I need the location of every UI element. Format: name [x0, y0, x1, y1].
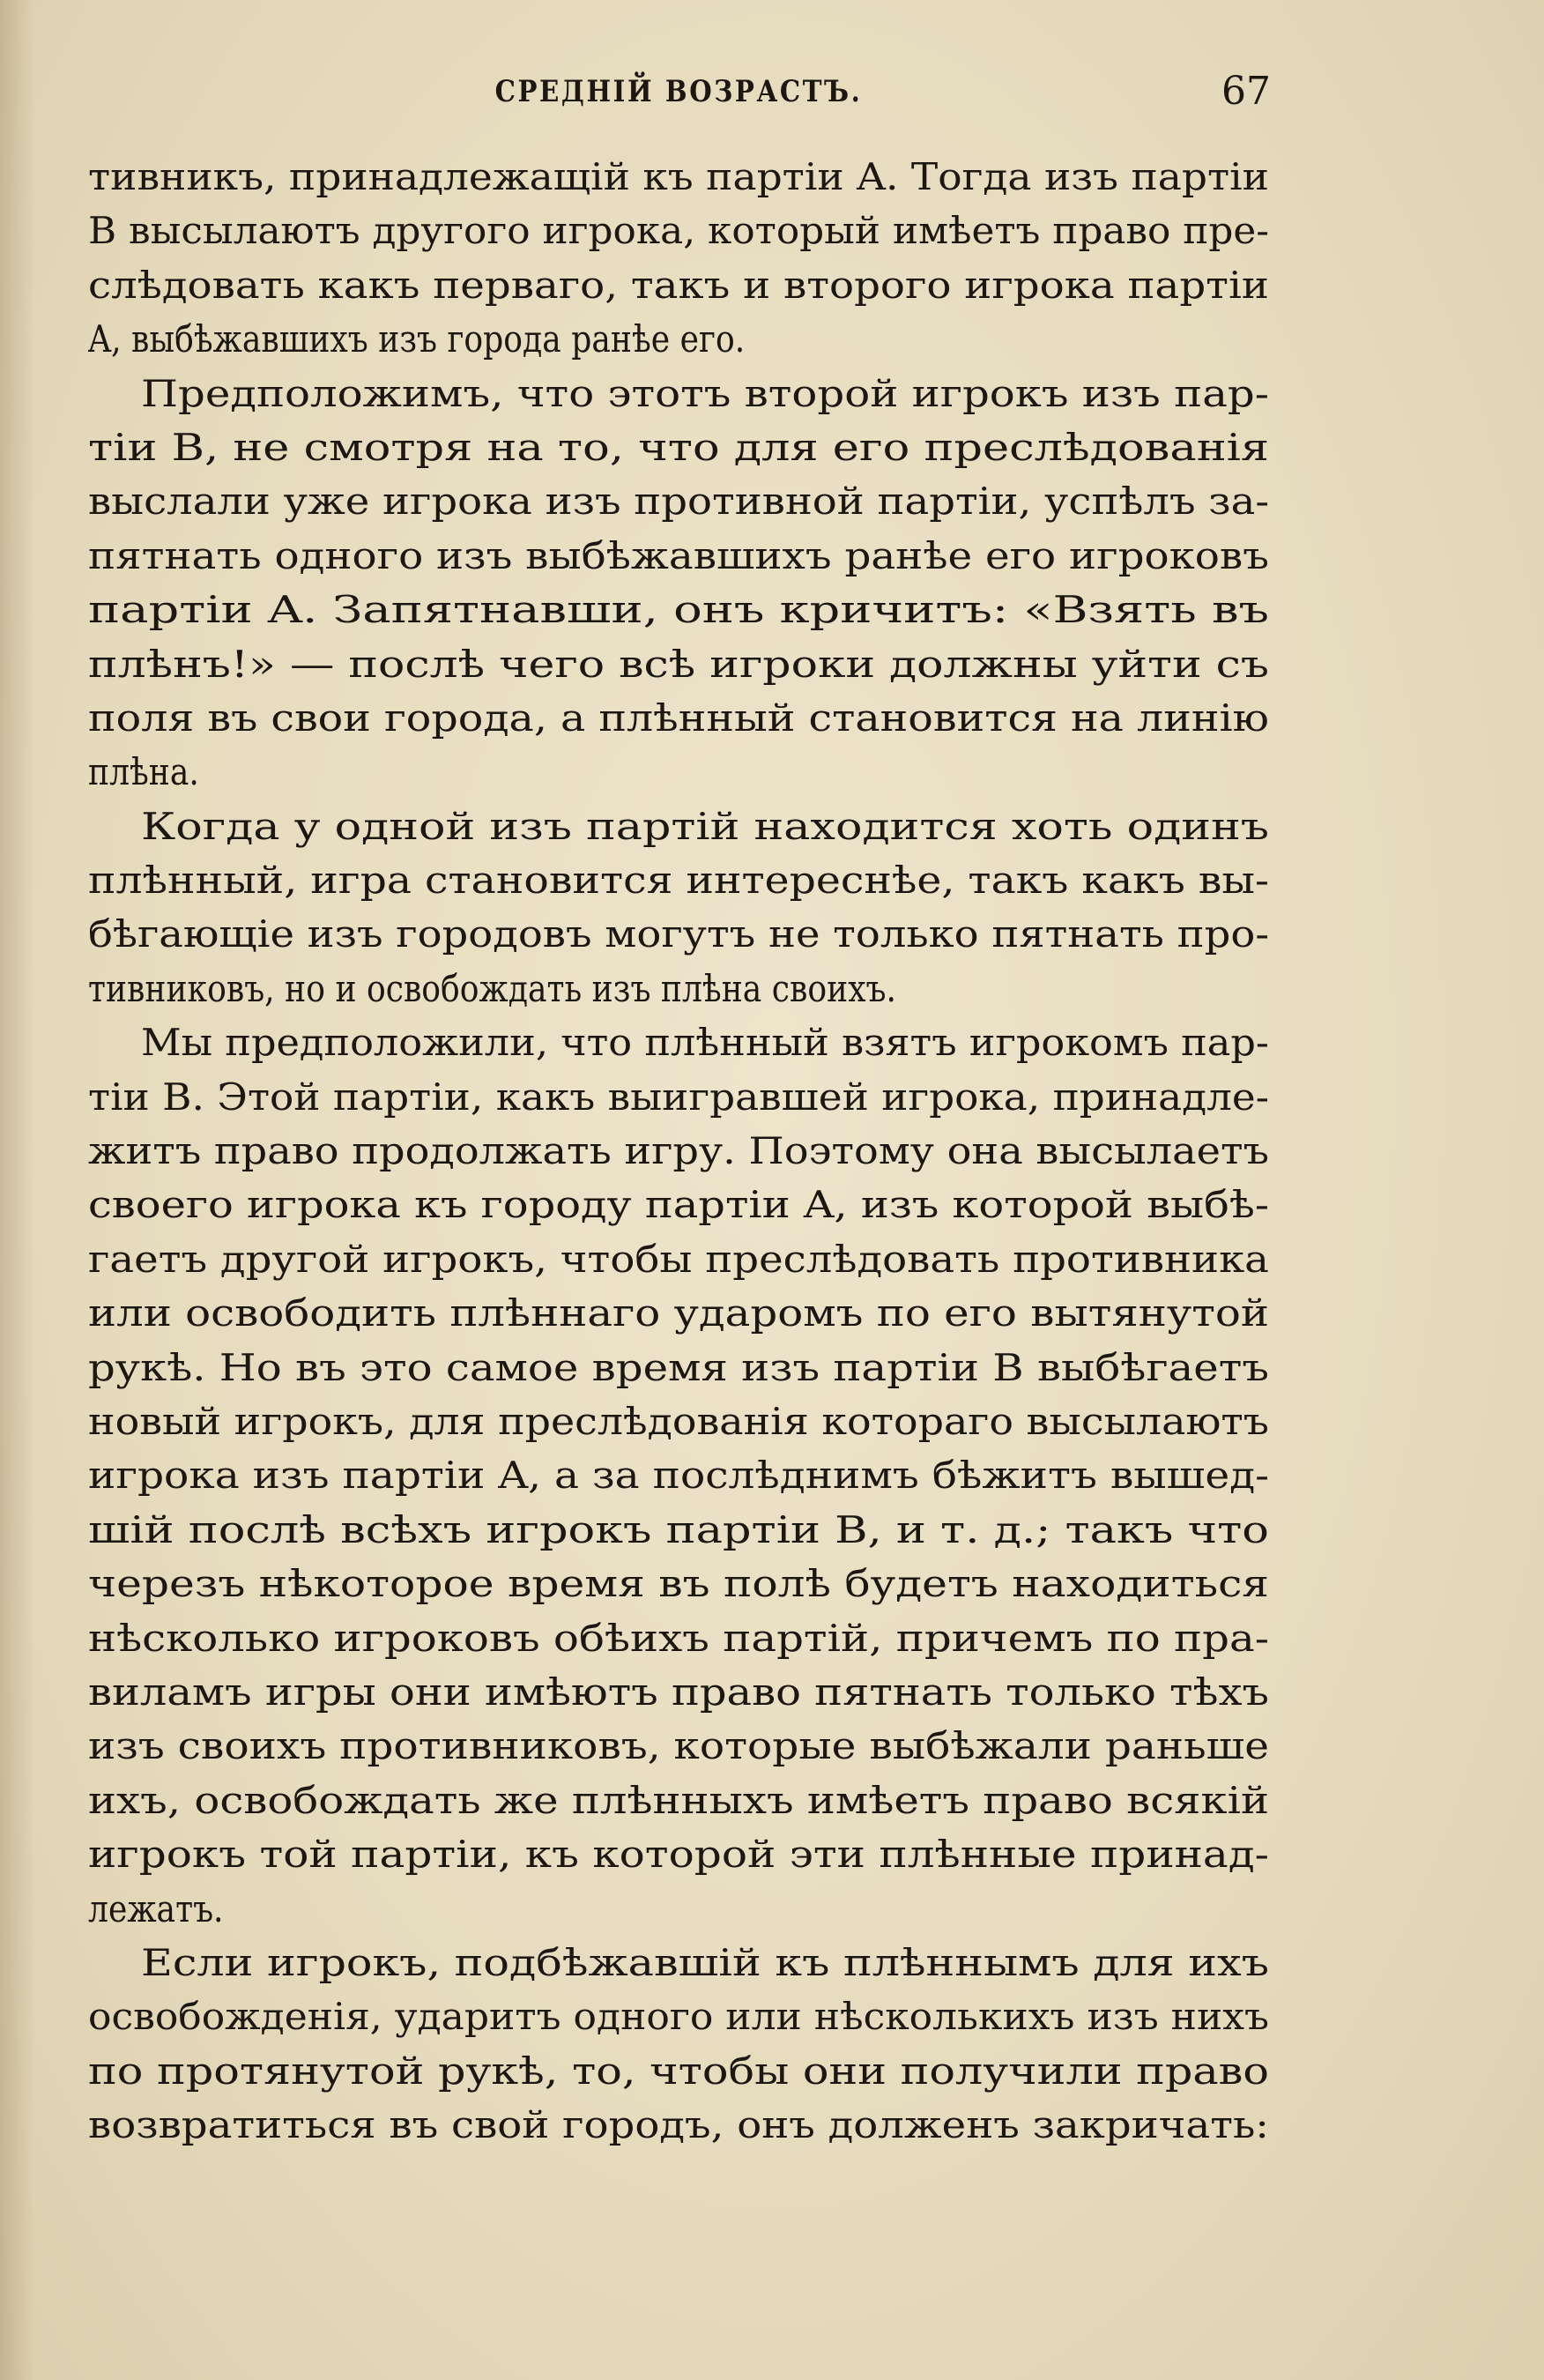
text-line: [88, 1557, 1269, 1610]
text-line: [88, 1882, 1269, 1936]
text-line-content: по протянутой рукѣ, то, чтобы они получили право: [88, 2049, 1269, 2093]
text-line-content: тивниковъ, но и освобождать изъ плѣна своихъ.: [88, 966, 897, 1010]
text-line-content: тіи B, не смотря на то, что для его преслѣдованія: [88, 425, 1269, 469]
text-line: [88, 1990, 1269, 2043]
text-line-content: рукѣ. Но въ это самое время изъ партіи B выбѣгаетъ: [88, 1345, 1269, 1389]
text-line: [88, 1232, 1269, 1286]
text-line: [88, 1070, 1269, 1124]
page-edge-shadow: [0, 0, 35, 2380]
text-line-content: Когда у одной изъ партій находится хоть одинъ: [141, 804, 1269, 848]
text-line-content: освобожденія, ударитъ одного или нѣсколькихъ изъ нихъ: [88, 1995, 1269, 2039]
text-line-content: бѣгающіе изъ городовъ могутъ не только пятнать про-: [88, 912, 1269, 956]
text-line: [88, 2044, 1269, 2098]
text-line-content: житъ право продолжать игру. Поэтому она высылаетъ: [88, 1129, 1269, 1173]
running-head: [88, 69, 1269, 122]
text-line-content: Предположимъ, что этотъ второй игрокъ изъ пар-: [141, 371, 1269, 415]
text-line-content: черезъ нѣкоторое время въ полѣ будетъ находиться: [88, 1562, 1269, 1606]
text-line-content: A, выбѣжавшихъ изъ города ранѣе его.: [88, 317, 746, 361]
text-line: [88, 529, 1269, 583]
text-line: [88, 800, 1269, 853]
text-line: [88, 1611, 1269, 1665]
text-line: [88, 745, 1269, 799]
text-line: [88, 1395, 1269, 1448]
text-line-content: ихъ, освобождать же плѣнныхъ имѣетъ право всякій: [88, 1778, 1269, 1822]
text-line: [88, 907, 1269, 961]
text-line: [88, 312, 1269, 366]
body-text: [88, 150, 1269, 2152]
text-line: [88, 1341, 1269, 1395]
text-line: [88, 2098, 1269, 2152]
text-line: [88, 691, 1269, 745]
text-line-content: новый игрокъ, для преслѣдованія котораго высылаютъ: [88, 1399, 1269, 1443]
text-line: [88, 1774, 1269, 1827]
text-line-content: выслали уже игрока изъ противной партіи, успѣлъ за-: [88, 480, 1269, 524]
text-line: [88, 367, 1269, 420]
text-line: [88, 474, 1269, 528]
text-line-content: игрокъ той партіи, къ которой эти плѣнные принад-: [88, 1833, 1269, 1877]
text-line-content: гаетъ другой игрокъ, чтобы преслѣдовать противника: [88, 1237, 1269, 1281]
text-line: [88, 1015, 1269, 1069]
text-line-content: плѣна.: [88, 750, 199, 794]
text-line: [88, 204, 1269, 257]
text-line-content: плѣнный, игра становится интереснѣе, такъ какъ вы-: [88, 859, 1269, 903]
text-line: [88, 1503, 1269, 1557]
text-line: [88, 1936, 1269, 1990]
text-line-content: пятнать одного изъ выбѣжавшихъ ранѣе его игроковъ: [88, 533, 1269, 577]
text-line: [88, 1719, 1269, 1773]
text-line-content: тивникъ, принадлежащій къ партіи A. Тогда изъ партіи: [88, 155, 1269, 198]
text-line-content: виламъ игры они имѣютъ право пятнать только тѣхъ: [88, 1670, 1269, 1714]
text-line: [88, 583, 1269, 636]
text-line: [88, 853, 1269, 907]
text-line: [88, 1827, 1269, 1881]
text-line-content: или освободить плѣннаго ударомъ по его вытянутой: [88, 1291, 1269, 1335]
text-line-content: изъ своихъ противниковъ, которые выбѣжали раньше: [88, 1724, 1269, 1768]
text-line: [88, 1448, 1269, 1502]
text-line-content: своего игрока къ городу партіи A, изъ которой выбѣ-: [88, 1183, 1269, 1227]
text-line: [88, 637, 1269, 691]
text-line: [88, 420, 1269, 474]
text-line: [88, 1665, 1269, 1719]
text-line-content: нѣсколько игроковъ обѣихъ партій, причемъ по пра-: [88, 1616, 1269, 1660]
text-line: [88, 1286, 1269, 1340]
text-line-content: возвратиться въ свой городъ, онъ долженъ закричать:: [88, 2103, 1269, 2147]
text-line-content: плѣнъ!» — послѣ чего всѣ игроки должны уйти съ: [88, 642, 1269, 686]
text-line-content: шій послѣ всѣхъ игрокъ партіи B, и т. д.; такъ что: [88, 1507, 1269, 1551]
text-line-content: Если игрокъ, подбѣжавшій къ плѣннымъ для ихъ: [141, 1940, 1269, 1984]
page-number: 67: [1221, 69, 1271, 114]
running-title: СРЕДНІЙ ВОЗРАСТЪ.: [494, 74, 863, 109]
text-line: [88, 150, 1269, 204]
text-line-content: B высылаютъ другого игрока, который имѣетъ право пре-: [88, 209, 1269, 253]
text-line: [88, 258, 1269, 312]
text-line-content: поля въ свои города, а плѣнный становится на линію: [88, 695, 1269, 740]
text-line-content: лежатъ.: [88, 1886, 224, 1930]
text-line: [88, 1178, 1269, 1231]
text-line: [88, 962, 1269, 1015]
text-line: [88, 1124, 1269, 1178]
text-line-content: Мы предположили, что плѣнный взятъ игрокомъ пар-: [141, 1021, 1269, 1065]
text-line-content: слѣдовать какъ перваго, такъ и второго игрока партіи: [88, 263, 1269, 307]
text-line-content: тіи B. Этой партіи, какъ выигравшей игрока, принадле-: [88, 1075, 1269, 1119]
text-line-content: партіи A. Запятнавши, онъ кричитъ: «Взять въ: [88, 588, 1269, 632]
text-line-content: игрока изъ партіи A, а за послѣднимъ бѣжитъ вышед-: [88, 1454, 1269, 1498]
